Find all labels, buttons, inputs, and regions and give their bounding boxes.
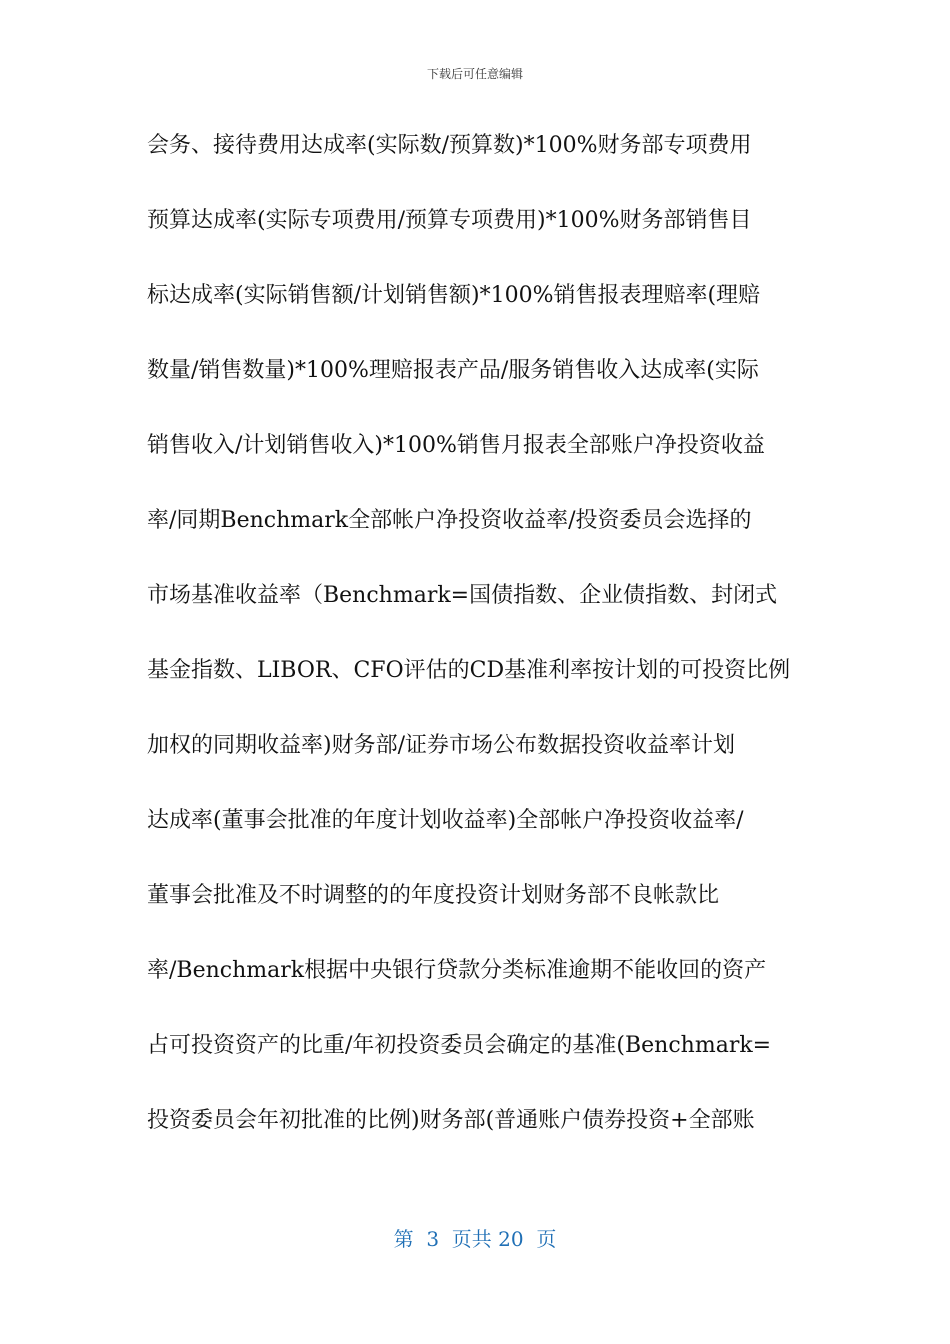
- text-line-5: 销售收入/计划销售收入)*100%销售月报表全部账户净投资收益: [147, 433, 765, 458]
- text-line-9: 加权的同期收益率)财务部/证券市场公布数据投资收益率计划: [147, 733, 735, 758]
- text-line-13: 占可投资资产的比重/年初投资委员会确定的基准(Benchmark=: [147, 1033, 772, 1058]
- text-line-2: 预算达成率(实际专项费用/预算专项费用)*100%财务部销售目: [147, 208, 752, 233]
- page-number-footer: 第 3 页共 20 页: [393, 1227, 557, 1251]
- text-line-4: 数量/销售数量)*100%理赔报表产品/服务销售收入达成率(实际: [147, 358, 759, 383]
- text-line-3: 标达成率(实际销售额/计划销售额)*100%销售报表理赔率(理赔: [147, 283, 761, 308]
- text-line-1: 会务、接待费用达成率(实际数/预算数)*100%财务部专项费用: [147, 133, 752, 158]
- document-body: [147, 126, 807, 1176]
- text-line-14: 投资委员会年初批准的比例)财务部(普通账户债券投资+全部账: [147, 1108, 755, 1133]
- text-line-10: 达成率(董事会批准的年度计划收益率)全部帐户净投资收益率/: [147, 808, 744, 833]
- text-line-7: 市场基准收益率（Benchmark=国债指数、企业债指数、封闭式: [147, 583, 778, 608]
- text-line-8: 基金指数、LIBOR、CFO评估的CD基准利率按计划的可投资比例: [147, 658, 791, 683]
- page-header-note: 下载后可任意编辑: [426, 67, 523, 81]
- text-line-11: 董事会批准及不时调整的的年度投资计划财务部不良帐款比: [147, 883, 720, 908]
- text-line-6: 率/同期Benchmark全部帐户净投资收益率/投资委员会选择的: [147, 508, 752, 533]
- text-line-12: 率/Benchmark根据中央银行贷款分类标准逾期不能收回的资产: [147, 958, 767, 983]
